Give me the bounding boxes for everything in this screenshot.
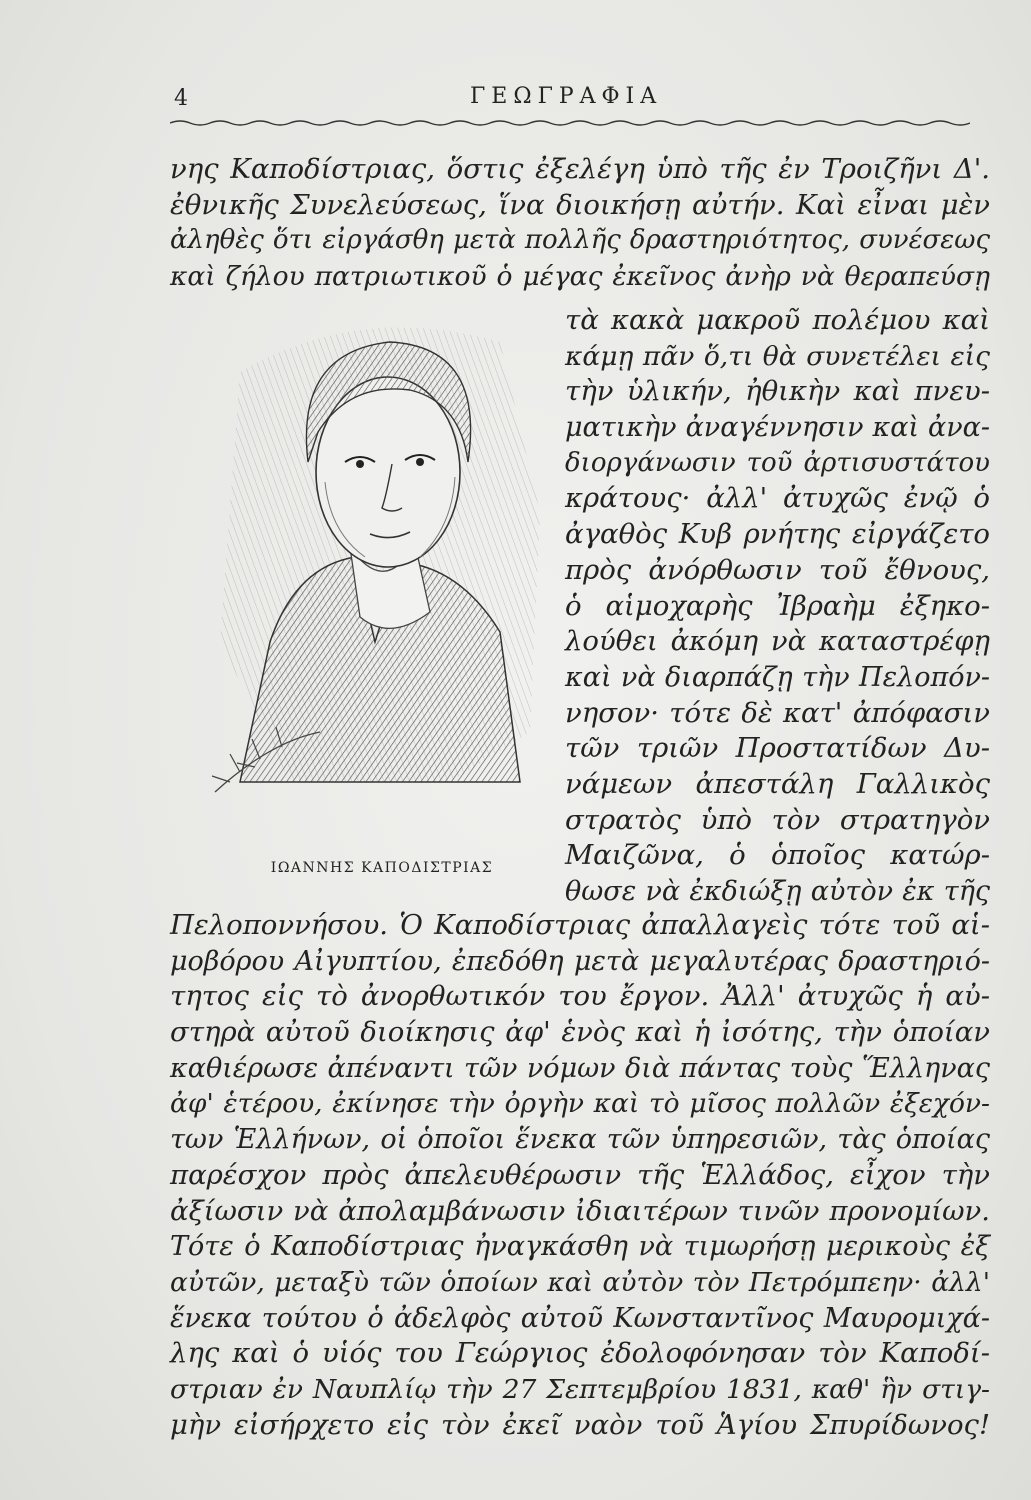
text-line: αὐτῶν, μεταξὺ τῶν ὁποίων καὶ αὐτὸν τὸν Πετρόμπεην· ἀλλ' bbox=[170, 1266, 990, 1298]
text-line: κράτους· ἀλλ' ἀτυχῶς ἐνῷ ὁ bbox=[565, 482, 990, 515]
text-line: νης Καποδίστριας, ὅστις ἐξελέγη ὑπὸ τῆς ἐν Τροιζῆνι Δ'. bbox=[170, 153, 990, 185]
text-line: ἀγαθὸς Κυβ ρνήτης εἰργάζετο bbox=[565, 518, 990, 551]
text-line: λης καὶ ὁ υἱός του Γεώργιος ἐδολοφόνησαν τὸν Καποδί- bbox=[170, 1337, 990, 1370]
text-line: καὶ ζήλου πατριωτικοῦ ὁ μέγας ἐκεῖνος ἀνὴρ νὰ θεραπεύσῃ bbox=[170, 261, 990, 293]
text-line: ἀξίωσιν νὰ ἀπολαμβάνωσιν ἰδιαιτέρων τινῶν προνομίων. bbox=[170, 1194, 990, 1227]
page-number: 4 bbox=[174, 86, 188, 111]
text-line: ἕνεκα τούτου ὁ ἀδελφὸς αὐτοῦ Κωνσταντῖνος Μαυρομιχά- bbox=[170, 1302, 990, 1334]
text-line: μὴν εἰσήρχετο εἰς τὸν ἐκεῖ ναὸν τοῦ Ἁγίου Σπυρίδωνος! bbox=[170, 1408, 990, 1441]
portrait-caption: ΙΩΑΝΝΗΣ ΚΑΠΟΔΙΣΤΡΙΑΣ bbox=[270, 860, 494, 876]
text-line: νησον· τότε δὲ κατ' ἀπόφασιν bbox=[565, 696, 990, 729]
text-line: τὴν ὑλικήν, ἠθικὴν καὶ πνευ- bbox=[565, 375, 990, 408]
text-line: λούθει ἀκόμη νὰ καταστρέφῃ bbox=[565, 625, 990, 658]
paragraph-bottom bbox=[170, 908, 990, 1443]
text-line: κάμῃ πᾶν ὅ,τι θὰ συνετέλει εἰς bbox=[565, 340, 990, 372]
text-line: Μαιζῶνα, ὁ ὁποῖος κατώρ- bbox=[565, 839, 990, 872]
text-line: μοβόρου Αἰγυπτίου, ἐπεδόθη μετὰ μεγαλυτέρας δραστηριό- bbox=[170, 945, 990, 977]
running-title: ΓΕΩΓΡΑΦΙΑ bbox=[470, 84, 663, 109]
header-rule bbox=[170, 118, 970, 128]
text-line: ἐθνικῆς Συνελεύσεως, ἵνα διοικήσῃ αὐτήν. Καὶ εἶναι μὲν bbox=[170, 188, 990, 221]
text-line: καὶ νὰ διαρπάζῃ τὴν Πελοπόν- bbox=[565, 661, 990, 693]
text-line: Τότε ὁ Καποδίστριας ἠναγκάσθη νὰ τιμωρήσῃ μερικοὺς ἐξ bbox=[170, 1231, 990, 1263]
text-line: παρέσχον πρὸς ἀπελευθέρωσιν τῆς Ἑλλάδος, εἶχον τὴν bbox=[170, 1158, 990, 1191]
text-line: καθιέρωσε ἀπέναντι τῶν νόμων διὰ πάντας τοὺς Ἕλληνας bbox=[170, 1052, 990, 1084]
portrait-engraving bbox=[200, 312, 555, 837]
text-line: τῶν τριῶν Προστατίδων Δυ- bbox=[565, 732, 990, 765]
paragraph-top bbox=[170, 152, 990, 295]
text-line: στρατὸς ὑπὸ τὸν στρατηγὸν bbox=[565, 803, 990, 836]
text-line: θωσε νὰ ἐκδιώξῃ αὐτὸν ἐκ τῆς bbox=[565, 876, 990, 907]
text-line: τὰ κακὰ μακροῦ πολέμου καὶ bbox=[565, 304, 990, 336]
text-line: διοργάνωσιν τοῦ ἀρτισυστάτου bbox=[565, 447, 990, 478]
running-head bbox=[170, 78, 990, 118]
paragraph-side bbox=[565, 303, 990, 910]
text-line: τητος εἰς τὸ ἀνορθωτικόν του ἔργον. Ἀλλ' ἀτυχῶς ἡ αὐ- bbox=[170, 980, 990, 1013]
text-line: ἀφ' ἑτέρου, ἐκίνησε τὴν ὀργὴν καὶ τὸ μῖσος πολλῶν ἐξεχόν- bbox=[170, 1088, 990, 1120]
text-line: στριαν ἐν Ναυπλίῳ τὴν 27 Σεπτεμβρίου 1831, καθ' ἣν στιγ- bbox=[170, 1373, 990, 1405]
text-line: νάμεων ἀπεστάλη Γαλλικὸς bbox=[565, 767, 990, 800]
text-line: ματικὴν ἀναγέννησιν καὶ ἀνα- bbox=[565, 412, 990, 444]
text-line: ὁ αἱμοχαρὴς Ἰβραὴμ ἐξηκο- bbox=[565, 589, 990, 622]
text-line: Πελοποννήσου. Ὁ Καποδίστριας ἀπαλλαγεὶς τότε τοῦ αἱ- bbox=[170, 909, 990, 941]
text-line: στηρὰ αὐτοῦ διοίκησις ἀφ' ἑνὸς καὶ ἡ ἰσότης, τὴν ὁποίαν bbox=[170, 1016, 990, 1049]
text-line: ἀληθὲς ὅτι εἰργάσθη μετὰ πολλῆς δραστηριότητος, συνέσεως bbox=[170, 225, 990, 256]
text-line: πρὸς ἀνόρθωσιν τοῦ ἔθνους, bbox=[565, 553, 990, 586]
text-line: των Ἑλλήνων, οἱ ὁποῖοι ἕνεκα τῶν ὑπηρεσιῶν, τὰς ὁποίας bbox=[170, 1124, 990, 1156]
